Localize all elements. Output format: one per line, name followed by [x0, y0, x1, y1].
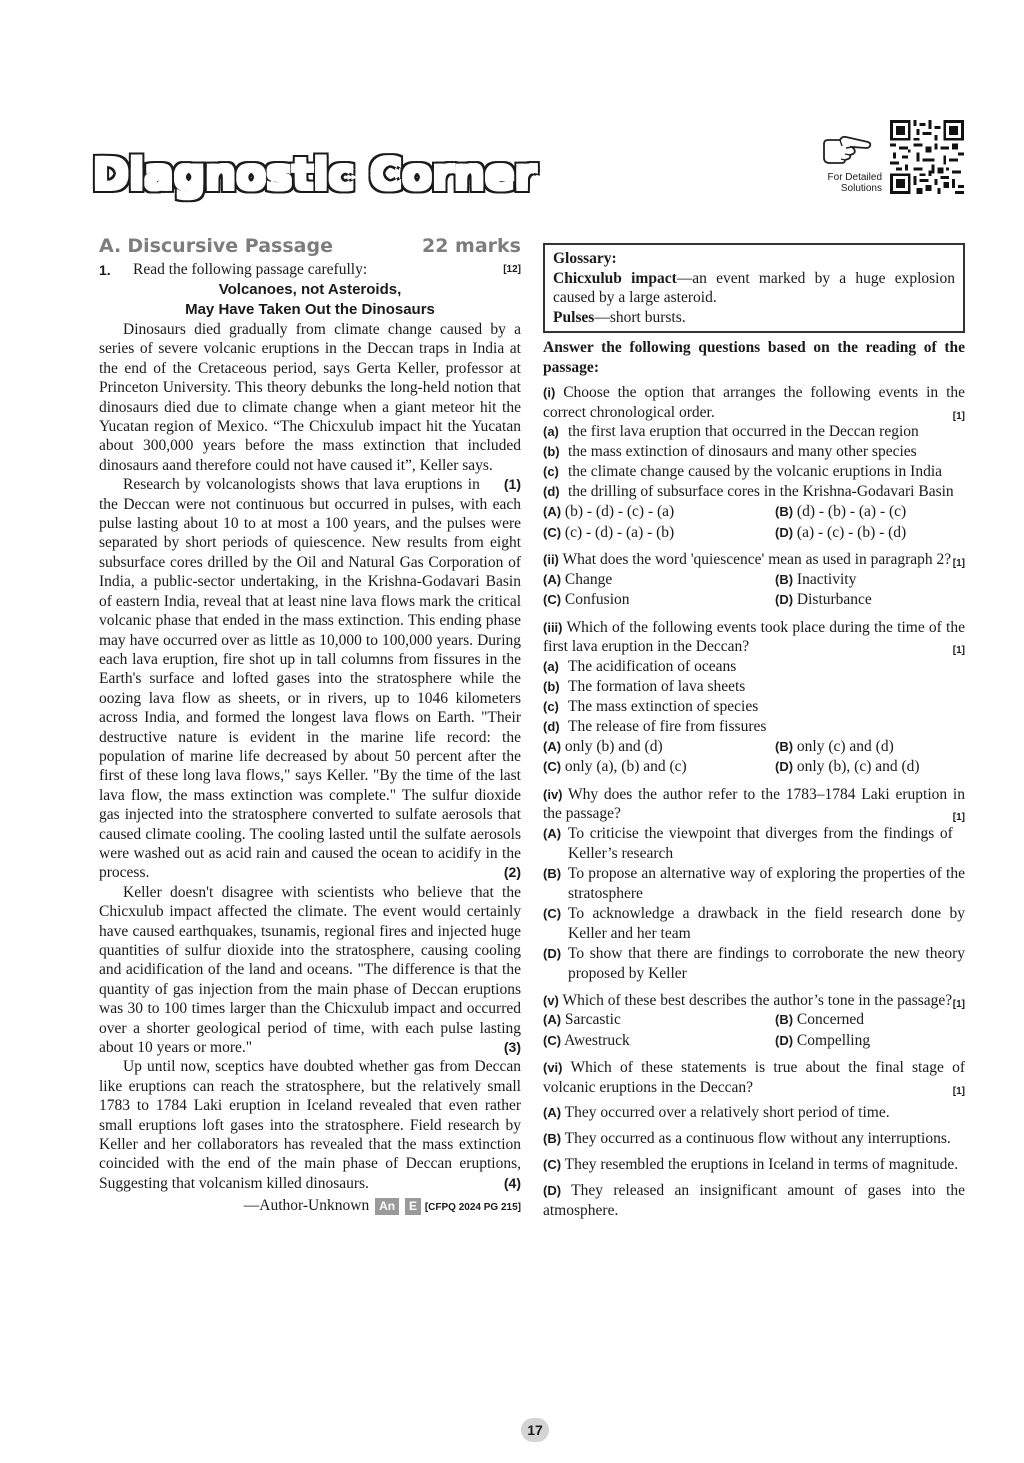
question-text: [543, 550, 965, 570]
option-text: They resembled the eruptions in Iceland in terms of magnitude.: [564, 1156, 959, 1173]
option-text: (d) - (b) - (a) - (c): [796, 503, 907, 520]
option-letter: (C): [543, 759, 562, 774]
question-marks: [1]: [952, 410, 965, 422]
answer-option[interactable]: [543, 944, 965, 984]
answer-option[interactable]: [543, 864, 965, 904]
option-text: only (b) and (d): [564, 737, 663, 755]
item-text: The acidification of oceans: [568, 657, 737, 675]
option-letter: (C): [543, 1157, 562, 1172]
option-text: They occurred as a continuous flow without any interruptions.: [564, 1130, 951, 1147]
page-number: 17: [521, 1418, 549, 1442]
paragraph-number: (3): [503, 1039, 521, 1056]
glossary-box: [543, 243, 965, 333]
option-text: To propose an alternative way of exploring the properties of the stratosphere: [568, 864, 965, 902]
option-letter: (B): [775, 504, 794, 519]
question-marks: [12]: [503, 264, 521, 275]
option-letter: (A): [543, 571, 562, 587]
question-block: [543, 383, 965, 543]
glossary-entry-2: Pulses—short bursts.: [553, 308, 686, 326]
answer-option[interactable]: [543, 904, 965, 944]
option-text: To acknowledge a drawback in the field research done by Keller and her team: [568, 904, 965, 942]
left-column: [99, 235, 521, 1219]
page-title-block: [93, 150, 537, 200]
answer-option[interactable]: [775, 1010, 965, 1031]
option-text: Compelling: [796, 1031, 871, 1049]
answer-option[interactable]: [543, 1031, 775, 1052]
answer-option[interactable]: [543, 1129, 965, 1149]
glossary-entry-1: Chicxulub impact—an event marked by a huge explosion caused by a large asteroid.: [553, 269, 955, 306]
option-letter: (D): [543, 945, 562, 961]
question-1-line: [99, 260, 521, 280]
right-column: [543, 243, 965, 1221]
item-text: the drilling of subsurface cores in the Krishna-Godavari Basin: [568, 483, 954, 500]
option-letter: (B): [543, 865, 562, 881]
option-letter: (B): [775, 1012, 794, 1027]
answer-options: [543, 737, 965, 778]
option-letter: (A): [543, 825, 562, 841]
question-block: [543, 550, 965, 611]
option-text: Sarcastic: [564, 1011, 621, 1028]
answer-option[interactable]: [543, 502, 775, 523]
item-text: The mass extinction of species: [568, 697, 759, 715]
answer-option[interactable]: [543, 757, 775, 778]
option-letter: (A): [543, 1105, 562, 1120]
item-text: The release of fire from fissures: [568, 717, 767, 735]
section-label: A.: [99, 235, 122, 257]
option-text: only (a), (b) and (c): [564, 758, 687, 775]
item-text: The formation of lava sheets: [568, 677, 746, 695]
badge-e: E: [405, 1198, 421, 1215]
question-marks: [1]: [952, 1085, 965, 1097]
passage-paragraph: Dinosaurs died gradually from climate change caused by a series of severe volcanic eruptions in the Deccan traps in India at the end of the Cretaceous period, says Gerta Keller, professor at Princeton University. This theory debunks the long-held notion that dinosaurs died due to climate change when a giant meteor hit the Yucatan region of Mexico. “The Chicxulub impact hit the Yucatan about 300,000 years before the mass extinction that included dinosaurs aand therefore could not have caused it”, Keller says. (1): [99, 320, 521, 475]
option-letter: (B): [775, 571, 794, 587]
option-text: They released an insignificant amount of gases into the atmosphere.: [543, 1182, 965, 1219]
question-number: (vi): [543, 1060, 563, 1075]
qr-area: [812, 120, 964, 198]
answer-options: [543, 1010, 953, 1051]
question-block: [543, 618, 965, 778]
option-letter: (C): [543, 1032, 562, 1048]
answer-option[interactable]: [775, 590, 965, 611]
statement-item: [543, 697, 965, 717]
answer-option[interactable]: [775, 570, 965, 591]
statement-item: [543, 422, 953, 442]
glossary-heading: Glossary:: [553, 250, 617, 267]
question-stem: What does the word 'quiescence' mean as used in paragraph 2?: [562, 551, 952, 568]
option-letter: (A): [543, 1012, 562, 1027]
option-text: only (b), (c) and (d): [796, 758, 920, 775]
option-text: Confusion: [564, 591, 630, 608]
question-block: [543, 1058, 965, 1221]
answer-option[interactable]: [543, 590, 775, 611]
option-text: Disturbance: [796, 591, 872, 608]
question-stem: Which of these best describes the author’s tone in the passage?: [562, 991, 953, 1009]
option-letter: (B): [543, 1131, 562, 1146]
question-marks: [1]: [952, 998, 965, 1010]
item-letter: (a): [543, 658, 559, 674]
paragraph-number: (2): [503, 864, 521, 881]
option-letter: (D): [775, 592, 794, 607]
option-letter: (D): [775, 524, 794, 540]
questions-list: [543, 383, 965, 1221]
question-number: (ii): [543, 552, 559, 567]
option-letter: (A): [543, 504, 562, 519]
option-letter: (C): [543, 524, 562, 540]
section-marks: 22 marks: [422, 235, 521, 257]
option-text: To criticise the viewpoint that diverges from the findings of Keller’s research: [568, 824, 953, 862]
option-letter: (A): [543, 738, 562, 754]
passage-paragraph: Keller doesn't disagree with scientists who believe that the Chicxulub impact affected the climate. The event would certainly have caused earthquakes, tsunamis, regional fires and injected huge quantities of sulfur dioxide into the stratosphere, causing cooling and acidification of the land and oceans. "The difference is that the quantity of gas injection from the main phase of Deccan eruptions was 30 to 100 times larger than the Chicxulub impact and occurred over a shorter geological period of time, with each pulse lasting about 10 years or more." (3): [99, 883, 521, 1057]
option-text: (a) - (c) - (b) - (d): [796, 523, 907, 541]
option-letter: (D): [543, 1183, 562, 1198]
item-letter: (c): [543, 698, 559, 714]
answer-option[interactable]: [775, 523, 965, 544]
question-text: [543, 383, 965, 422]
option-letter: (C): [543, 905, 562, 921]
question-stem: Why does the author refer to the 1783–1784 Laki eruption in the passage?: [543, 785, 965, 822]
question-number: (iv): [543, 786, 563, 802]
option-text: To show that there are findings to corroborate the new theory proposed by Keller: [568, 944, 965, 982]
question-marks: [1]: [952, 558, 965, 569]
question-marks: [1]: [952, 812, 965, 823]
question-stem: Which of these statements is true about the final stage of volcanic eruptions in the Deccan?: [543, 1059, 965, 1096]
answer-option[interactable]: [543, 737, 775, 758]
qr-caption: For Detailed Solutions: [827, 172, 882, 194]
statement-item: [543, 717, 965, 737]
answer-option[interactable]: [543, 570, 775, 591]
option-text: Inactivity: [796, 570, 857, 588]
question-text: [543, 618, 965, 657]
page-title: Diagnostic Corner: [93, 150, 537, 200]
statement-item: [543, 657, 953, 677]
author-line: [99, 1195, 521, 1219]
option-text: They occurred over a relatively short period of time.: [564, 1104, 890, 1121]
badge-an: An: [375, 1198, 399, 1215]
question-text: [543, 991, 965, 1011]
pointing-hand-icon: [820, 134, 872, 166]
option-text: Change: [564, 570, 613, 588]
option-letter: (B): [775, 738, 794, 754]
option-text: Awestruck: [564, 1031, 630, 1049]
question-text: [543, 785, 965, 824]
author-name: —Author-Unknown: [243, 1197, 370, 1215]
question-stem: Which of the following events took place during the time of the first lava eruption in the Deccan?: [543, 618, 965, 655]
qr-code-icon[interactable]: [890, 120, 964, 194]
answer-option[interactable]: [543, 824, 953, 864]
question-block: [543, 785, 965, 984]
answer-option[interactable]: [775, 757, 965, 778]
answer-option[interactable]: [543, 1103, 965, 1123]
paragraph-number: (1): [503, 476, 521, 493]
source-reference: [CFPQ 2024 PG 215]: [424, 1202, 521, 1214]
item-text: the first lava eruption that occurred in the Deccan region: [568, 423, 919, 440]
answer-options: [543, 570, 953, 611]
question-stem: Choose the option that arranges the following events in the correct chronological order.: [543, 384, 966, 421]
option-letter: (C): [543, 592, 562, 607]
paragraph-number: (4): [503, 1174, 521, 1191]
statement-item: [543, 482, 965, 502]
option-text: Concerned: [796, 1011, 865, 1028]
answer-options: [543, 502, 965, 543]
question-number: (iii): [543, 619, 563, 635]
answer-option[interactable]: [543, 1181, 965, 1221]
question-block: [543, 991, 965, 1052]
question-marks: [1]: [952, 645, 965, 656]
item-letter: (b): [543, 678, 560, 694]
passage-body: [99, 320, 521, 1193]
item-letter: (d): [543, 484, 560, 499]
question-text: Read the following passage carefully:: [133, 261, 368, 278]
statement-item: [543, 462, 965, 482]
question-text: [543, 1058, 965, 1097]
section-title: Discursive Passage: [127, 235, 333, 257]
answer-option[interactable]: [543, 523, 775, 544]
statement-item: [543, 677, 965, 697]
item-letter: (a): [543, 424, 559, 439]
instructions: Answer the following questions based on the reading of the passage:: [543, 339, 965, 376]
section-header: [99, 235, 521, 257]
option-letter: (D): [775, 1032, 794, 1048]
answer-option[interactable]: [775, 502, 965, 523]
item-text: the mass extinction of dinosaurs and many other species: [568, 443, 917, 460]
passage-paragraph: Research by volcanologists shows that lava eruptions in the Deccan were not continuous but occurred in pulses, with each pulse lasting about 10 to at most a 100 years, and the pulses were separated by short periods of quiescence. New results from eight subsurface cores drilled by the Oil and Natural Gas Corporation of India, a public-sector undertaking, in the Krishna-Godavari Basin of eastern India, reveal that at least nine lava flows mark the critical volcanic phase that ended in the mass extinction. This ending phase may have occurred over as little as 10,000 to 100,000 years. During each lava eruption, fire shot up in tall columns from fissures in the Earth's surface and lofted gases into the stratosphere while the oozing lava flow as sheets, or in rivers, up to 1046 kilometers across India, and formed the longest lava flows on Earth. "Their destructive nature is evident in the marine life record: the population of marine life decreased by about 50 percent after the first of these long lava flows," says Keller. "By the time of the last lava flow, the mass extinction was complete." The sulfur dioxide gas injected into the stratosphere converted to sulfate aerosols that caused climate cooling. The cooling lasted until the sulfate aerosols were washed out as acid rain and caused the ocean to acidify in the process. (2): [99, 476, 521, 882]
answer-option[interactable]: [775, 737, 965, 758]
option-text: only (c) and (d): [796, 737, 894, 755]
option-letter: (D): [775, 759, 794, 774]
option-text: (b) - (d) - (c) - (a): [564, 503, 675, 520]
question-number: (v): [543, 992, 559, 1008]
option-text: (c) - (d) - (a) - (b): [564, 523, 675, 541]
item-letter: (d): [543, 718, 560, 734]
passage-title: Volcanoes, not Asteroids, May Have Taken Out the Dinosaurs: [185, 281, 435, 318]
question-number: 1.: [99, 262, 111, 278]
answer-option[interactable]: [543, 1155, 965, 1175]
item-letter: (c): [543, 464, 559, 479]
question-number: (i): [543, 385, 556, 400]
item-letter: (b): [543, 444, 560, 459]
answer-option[interactable]: [775, 1031, 965, 1052]
answer-option[interactable]: [543, 1010, 775, 1031]
statement-item: [543, 442, 965, 462]
item-text: the climate change caused by the volcanic eruptions in India: [568, 463, 943, 480]
passage-paragraph: Up until now, sceptics have doubted whether gas from Deccan like eruptions can reach the stratosphere, but the relatively small 1783 to 1784 Laki eruption in Iceland revealed that even rather small eruptions loft gases into the stratosphere. Field research by Keller and her collaborators has revealed that the mass extinction coincided with the end of the main phase of Deccan eruptions, Suggesting that volcanism killed dinosaurs. (4): [99, 1058, 521, 1192]
